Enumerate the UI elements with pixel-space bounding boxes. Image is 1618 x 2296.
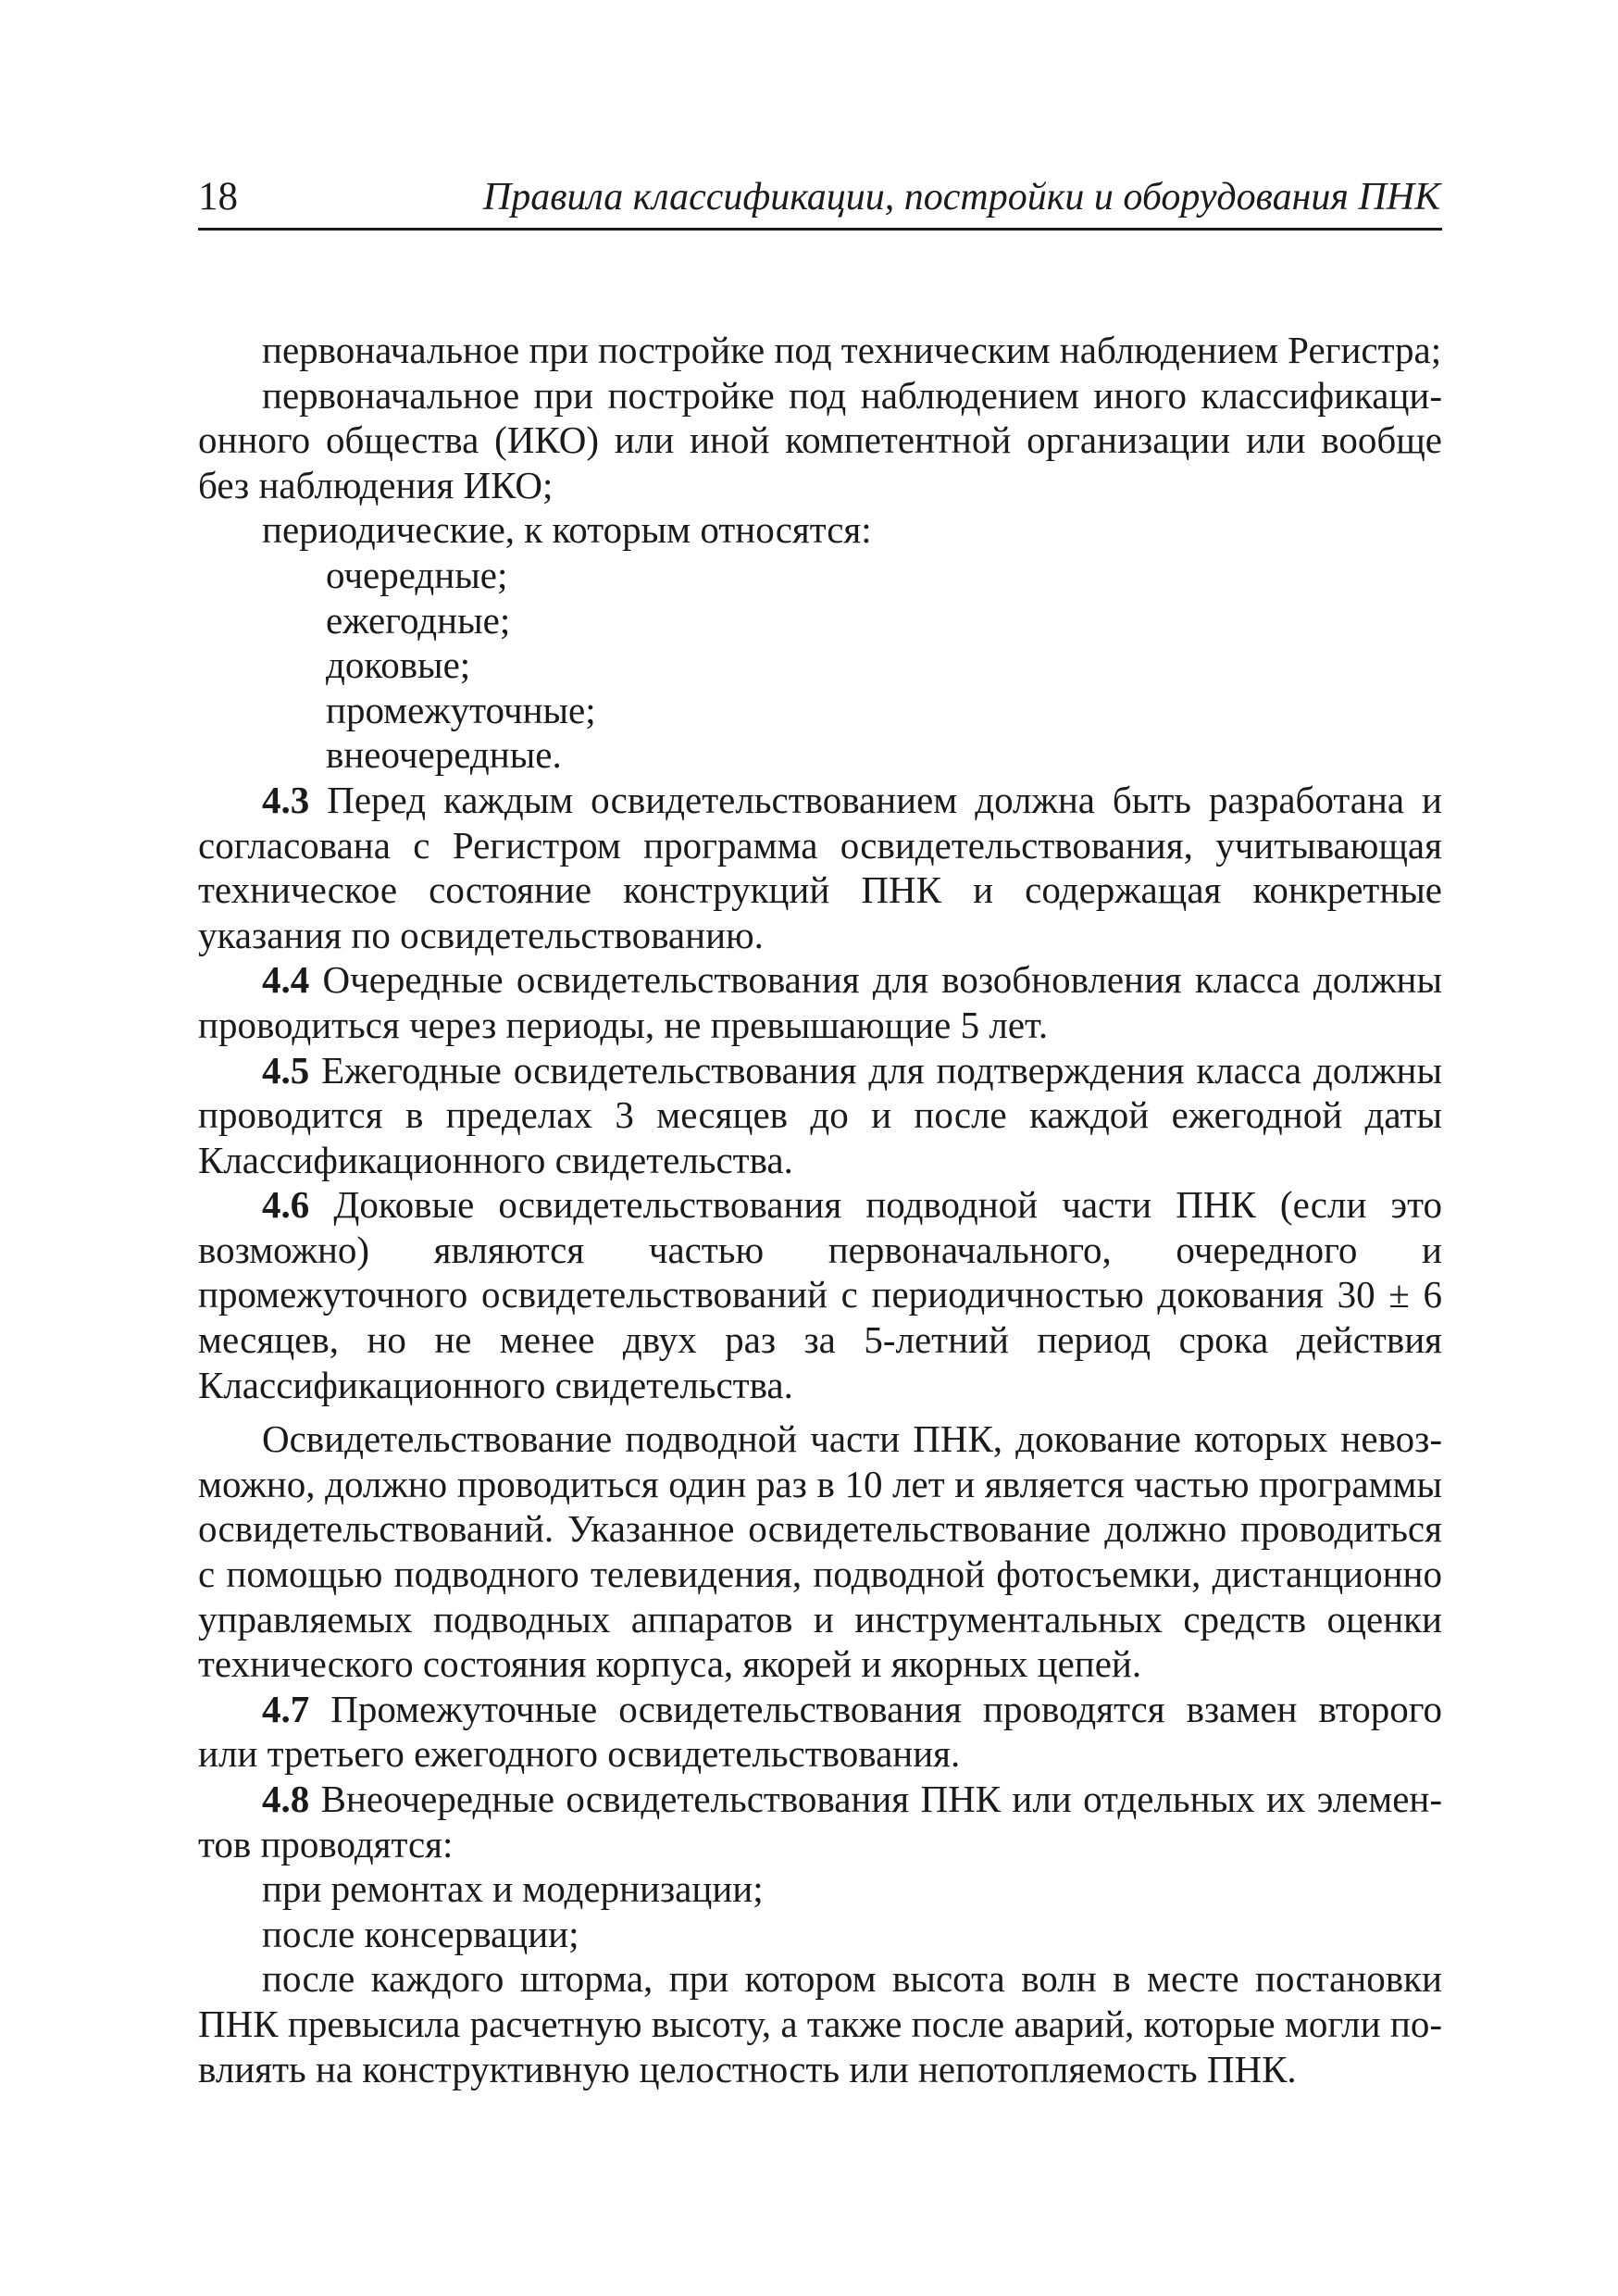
clause-number: 4.4	[262, 958, 310, 1002]
periodic-item-occasional: внеочередные.	[326, 733, 562, 777]
occasional-item-storm: после каждого шторма, при котором высота волн в месте постановки ПНК превысила расчетную высоту, а также после аварий, которые могли повлиять на конструктивную целостность или непотопляемость ПНК.	[198, 1957, 1442, 2090]
clause-number: 4.8	[262, 1778, 310, 1820]
periodic-item-docking: доковые;	[326, 643, 471, 687]
clause-text: Внеочередные освидетельствования ПНК или отдельных их элементов проводятся:	[198, 1778, 1442, 1866]
page-header	[198, 172, 1442, 231]
clause-text: Очередные освидетельствования для возобновления класса должны проводиться через периоды, не превышающие 5 лет.	[198, 958, 1442, 1046]
clause-4-3	[198, 778, 1442, 957]
clause-text: Промежуточные освидетельствования проводятся взамен второго или третьего ежегодного освидетельствования.	[198, 1687, 1442, 1776]
clause-4-7	[198, 1687, 1442, 1777]
underwater-survey-paragraph: Освидетельствование подводной части ПНК, докование которых невозможно, должно проводиться один раз в 10 лет и является частью программы освидетельствований. Указанное освидетельствование должно проводиться с помощью подводного телевидения, подводной фотосъемки, дистанционно управляемых подводных аппаратов и инструментальных средств оценки технического состояния корпуса, якорей и якорных цепей.	[198, 1417, 1442, 1686]
occasional-item-conservation: после консервации;	[262, 1912, 579, 1955]
clause-4-8	[198, 1777, 1442, 1866]
periodic-item-intermediate: промежуточные;	[326, 688, 596, 731]
survey-type-periodic-intro: периодические, к которым относятся:	[262, 508, 872, 552]
occasional-item-repairs: при ремонтах и модернизации;	[262, 1867, 764, 1911]
page-body	[198, 328, 1442, 2091]
clause-4-5	[198, 1048, 1442, 1183]
page-number: 18	[198, 175, 238, 218]
clause-4-6	[198, 1182, 1442, 1407]
periodic-item-annual: ежегодные;	[326, 598, 511, 642]
running-title: Правила классификации, постройки и оборудования ПНК	[482, 176, 1440, 218]
survey-type-initial-register: первоначальное при постройке под техническим наблюдением Регистра;	[262, 329, 1442, 371]
clause-number: 4.5	[262, 1048, 310, 1092]
periodic-item-regular: очередные;	[326, 553, 508, 596]
survey-type-initial-other: первоначальное при постройке под наблюдением иного классификационного общества (ИКО) или иной компетентной организации или вообще без наблюдения ИКО;	[198, 373, 1442, 506]
clause-text: Доковые освидетельствования подводной части ПНК (если это возможно) являются частью первоначального, очередного и промежуточного освидетельствований с периодичностью докования 30 ± 6 месяцев, но не менее двух раз за 5-летний период срока действия Классификационного свидетельства.	[198, 1183, 1442, 1406]
clause-text: Ежегодные освидетельствования для подтверждения класса должны проводится в пределах 3 месяцев до и после каждой ежегодной даты Классификационного свидетельства.	[198, 1048, 1442, 1181]
clause-number: 4.7	[262, 1687, 310, 1730]
clause-number: 4.3	[262, 778, 310, 821]
clause-text: Перед каждым освидетельствованием должна быть разработана и согласована с Регистром программа освидетельствования, учитывающая техническое состояние конструкций ПНК и содержащая конкретные указания по освидетельствованию.	[198, 778, 1442, 956]
clause-number: 4.6	[262, 1183, 310, 1227]
clause-4-4	[198, 957, 1442, 1047]
